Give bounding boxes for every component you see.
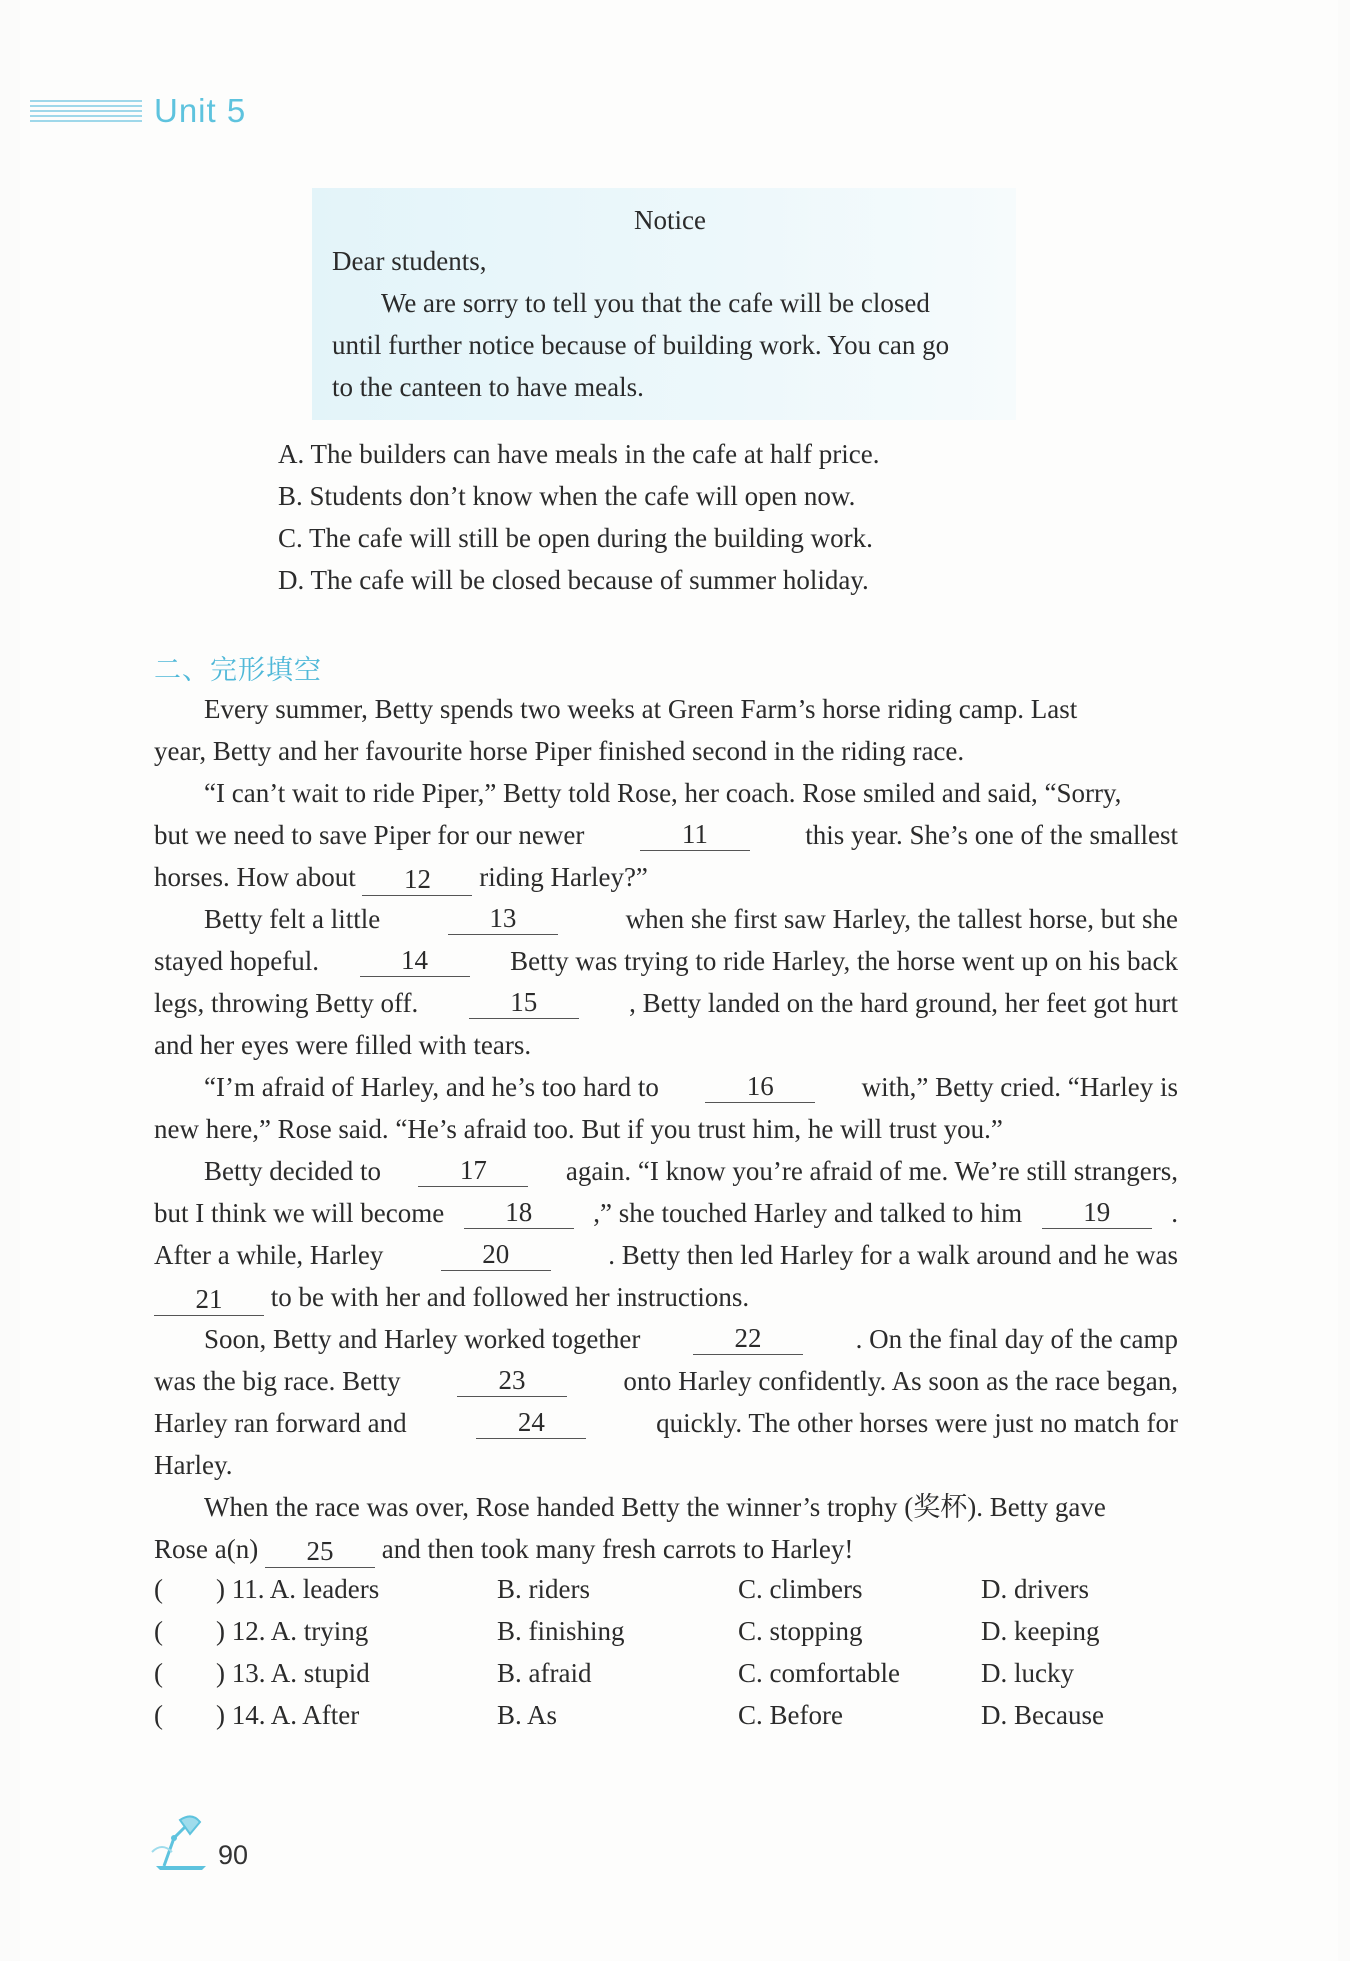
section-heading: 二、完形填空 bbox=[154, 655, 322, 686]
blank-21[interactable]: 21 bbox=[154, 1283, 264, 1316]
passage-text: riding Harley?” bbox=[479, 862, 648, 892]
unit-title: Unit 5 bbox=[154, 92, 247, 129]
notice-salutation: Dear students, bbox=[332, 246, 487, 276]
blank-11[interactable]: 11 bbox=[640, 818, 750, 851]
blank-19[interactable]: 19 bbox=[1042, 1196, 1152, 1229]
choice-a: ) 13. A. stupid bbox=[216, 1658, 370, 1688]
passage-text: “I’m afraid of Harley, and he’s too hard to bbox=[204, 1072, 659, 1102]
choice-d: D. keeping bbox=[981, 1616, 1100, 1646]
passage-text: to be with her and followed her instructions. bbox=[270, 1282, 750, 1312]
blank-20[interactable]: 20 bbox=[441, 1238, 551, 1271]
passage-text: ,” she touched Harley and talked to him bbox=[593, 1198, 1023, 1228]
blank-16[interactable]: 16 bbox=[705, 1070, 815, 1103]
choice-a: ) 12. A. trying bbox=[216, 1616, 369, 1646]
blank-14[interactable]: 14 bbox=[360, 944, 470, 977]
page-footer bbox=[150, 1812, 248, 1877]
passage-line bbox=[204, 1154, 1178, 1188]
question-row bbox=[154, 1700, 1178, 1734]
passage-line bbox=[204, 1070, 1178, 1104]
blank-25[interactable]: 25 bbox=[265, 1535, 375, 1568]
unit-header bbox=[30, 88, 246, 134]
answer-paren[interactable]: ( bbox=[154, 1658, 163, 1688]
blank-12[interactable]: 12 bbox=[362, 863, 472, 896]
passage-text: , Betty landed on the hard ground, her feet got hurt bbox=[629, 988, 1178, 1018]
answer-paren[interactable]: ( bbox=[154, 1574, 163, 1604]
answer-option-b: B. Students don’t know when the cafe will open now. bbox=[278, 481, 856, 511]
blank-23[interactable]: 23 bbox=[457, 1364, 567, 1397]
answer-option-d: D. The cafe will be closed because of summer holiday. bbox=[278, 565, 869, 595]
notice-title: Notice bbox=[634, 205, 706, 235]
passage-line: Harley. bbox=[154, 1450, 233, 1480]
passage-text: and then took many fresh carrots to Harley! bbox=[381, 1534, 854, 1564]
passage-text: stayed hopeful. bbox=[154, 946, 319, 976]
choice-b: B. As bbox=[497, 1700, 558, 1730]
passage-line bbox=[154, 1364, 1178, 1398]
passage-line bbox=[154, 818, 1178, 852]
notice-line: We are sorry to tell you that the cafe will be closed bbox=[381, 288, 930, 318]
choice-b: B. riders bbox=[497, 1574, 590, 1604]
passage-line bbox=[154, 1406, 1178, 1440]
choice-d: D. Because bbox=[981, 1700, 1104, 1730]
passage-text: . bbox=[1171, 1198, 1178, 1228]
choice-d: D. drivers bbox=[981, 1574, 1089, 1604]
blank-15[interactable]: 15 bbox=[469, 986, 579, 1019]
question-row bbox=[154, 1658, 1178, 1692]
passage-text: . On the final day of the camp bbox=[855, 1324, 1178, 1354]
passage-text: quickly. The other horses were just no match for bbox=[656, 1408, 1178, 1438]
blank-17[interactable]: 17 bbox=[418, 1154, 528, 1187]
choice-c: C. Before bbox=[738, 1700, 843, 1730]
passage-line bbox=[154, 1196, 1178, 1230]
passage-line bbox=[154, 1280, 1178, 1316]
choice-a: ) 11. A. leaders bbox=[216, 1574, 380, 1604]
passage-text: Betty felt a little bbox=[204, 904, 381, 934]
blank-22[interactable]: 22 bbox=[693, 1322, 803, 1355]
passage-line: When the race was over, Rose handed Betty the winner’s trophy (奖杯). Betty gave bbox=[204, 1492, 1106, 1522]
passage-line bbox=[204, 902, 1178, 936]
passage-text: After a while, Harley bbox=[154, 1240, 384, 1270]
passage-text: legs, throwing Betty off. bbox=[154, 988, 419, 1018]
passage-line bbox=[154, 860, 1178, 896]
passage-text: Betty decided to bbox=[204, 1156, 381, 1186]
page-number: 90 bbox=[218, 1840, 249, 1870]
passage-line bbox=[154, 986, 1178, 1020]
passage-line: and her eyes were filled with tears. bbox=[154, 1030, 532, 1060]
passage-line bbox=[154, 1238, 1178, 1272]
passage-text: this year. She’s one of the smallest bbox=[805, 820, 1178, 850]
passage-text: when she first saw Harley, the tallest horse, but she bbox=[625, 904, 1178, 934]
blank-13[interactable]: 13 bbox=[448, 902, 558, 935]
notice-line: until further notice because of building work. You can go bbox=[332, 330, 950, 360]
passage-text: Soon, Betty and Harley worked together bbox=[204, 1324, 641, 1354]
passage-text: . Betty then led Harley for a walk around and he was bbox=[608, 1240, 1178, 1270]
question-row bbox=[154, 1574, 1178, 1608]
passage-line: new here,” Rose said. “He’s afraid too. But if you trust him, he will trust you.” bbox=[154, 1114, 1003, 1144]
question-row bbox=[154, 1616, 1178, 1650]
choice-c: C. stopping bbox=[738, 1616, 863, 1646]
passage-text: horses. How about bbox=[154, 862, 356, 892]
passage-text: Betty was trying to ride Harley, the horse went up on his back bbox=[510, 946, 1178, 976]
passage-text: but I think we will become bbox=[154, 1198, 445, 1228]
passage-line: “I can’t wait to ride Piper,” Betty told Rose, her coach. Rose smiled and said, “Sorry, bbox=[204, 778, 1122, 808]
answer-option-c: C. The cafe will still be open during the building work. bbox=[278, 523, 873, 553]
choice-c: C. comfortable bbox=[738, 1658, 900, 1688]
passage-line: year, Betty and her favourite horse Piper finished second in the riding race. bbox=[154, 736, 965, 766]
passage-text: onto Harley confidently. As soon as the race began, bbox=[623, 1366, 1178, 1396]
passage-text: with,” Betty cried. “Harley is bbox=[861, 1072, 1178, 1102]
notice-line: to the canteen to have meals. bbox=[332, 372, 644, 402]
blank-18[interactable]: 18 bbox=[464, 1196, 574, 1229]
passage-text: Rose a(n) bbox=[154, 1534, 259, 1564]
passage-line bbox=[204, 1322, 1178, 1356]
choice-b: B. finishing bbox=[497, 1616, 625, 1646]
choice-b: B. afraid bbox=[497, 1658, 592, 1688]
passage-line bbox=[154, 1532, 1178, 1568]
answer-paren[interactable]: ( bbox=[154, 1700, 163, 1730]
choice-d: D. lucky bbox=[981, 1658, 1074, 1688]
passage-line: Every summer, Betty spends two weeks at Green Farm’s horse riding camp. Last bbox=[204, 694, 1078, 724]
desk-lamp-icon bbox=[150, 1812, 212, 1877]
choice-c: C. climbers bbox=[738, 1574, 863, 1604]
choice-a: ) 14. A. After bbox=[216, 1700, 360, 1730]
header-lines-decoration bbox=[30, 98, 142, 124]
passage-text: but we need to save Piper for our newer bbox=[154, 820, 585, 850]
passage-text: Harley ran forward and bbox=[154, 1408, 407, 1438]
passage-line bbox=[154, 944, 1178, 978]
answer-paren[interactable]: ( bbox=[154, 1616, 163, 1646]
passage-text: again. “I know you’re afraid of me. We’re still strangers, bbox=[565, 1156, 1178, 1186]
passage-text: was the big race. Betty bbox=[154, 1366, 401, 1396]
blank-24[interactable]: 24 bbox=[476, 1406, 586, 1439]
answer-option-a: A. The builders can have meals in the cafe at half price. bbox=[278, 439, 880, 469]
